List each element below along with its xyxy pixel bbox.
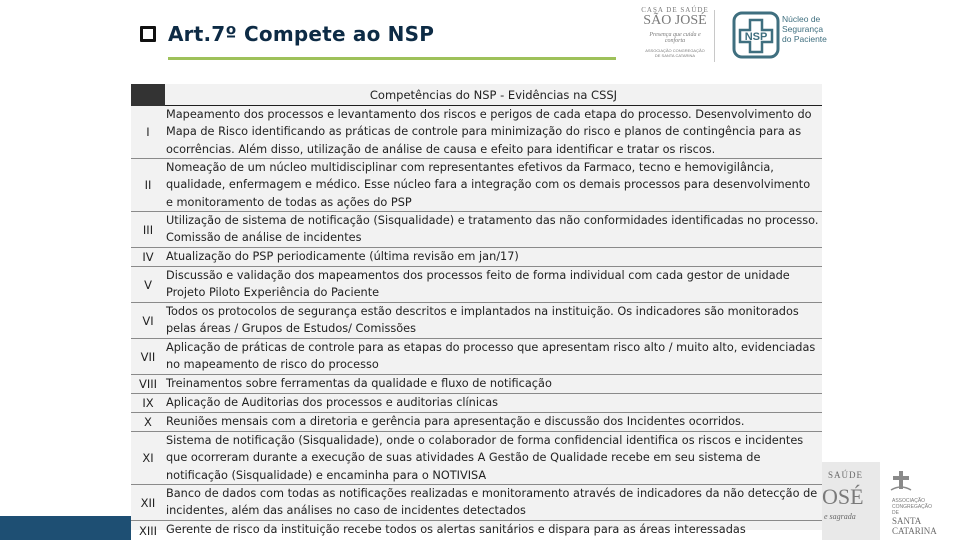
- sao-jose-logo-footer-line2: DE SANTA CATARINA: [654, 53, 696, 58]
- row-text: Treinamentos sobre ferramentas da qualidade e fluxo de notificação: [166, 377, 552, 390]
- footer-assoc-line3: DE: [892, 510, 899, 516]
- table-row: [131, 248, 822, 267]
- sao-jose-logo-footer: [640, 48, 710, 58]
- row-number: VII: [140, 349, 156, 364]
- nsp-cross-icon: [732, 10, 780, 60]
- page-title: [140, 17, 434, 51]
- page-title-text: Art.7º Compete ao NSP: [168, 22, 435, 46]
- table-row: [131, 375, 822, 394]
- svg-text:NSP: NSP: [744, 31, 768, 43]
- sao-jose-logo-line2: SÃO JOSÉ: [643, 13, 707, 28]
- row-text: Todos os protocolos de segurança estão descritos e implantados na instituição. Os indicadores são monitorados pelas áreas / Grupos de Estudos/ Comissões: [166, 305, 799, 336]
- table-row: [131, 106, 822, 159]
- table-header-text: Competências do NSP - Evidências na CSSJ: [369, 88, 618, 102]
- table-row: [131, 339, 822, 375]
- row-number: III: [142, 222, 154, 237]
- footer-sj-line2: OSÉ: [822, 484, 864, 509]
- row-text: Banco de dados com todas as notificações realizadas e monitoramento através de indicadores da não detecção de incidentes, além das análises no caso de incidentes detectados: [166, 487, 818, 518]
- footer-assoc-line5: CATARINA: [892, 526, 937, 536]
- table-row: [131, 521, 822, 540]
- sao-jose-logo-footer-line1: ASSOCIAÇÃO CONGREGAÇÃO: [645, 48, 705, 53]
- row-number: II: [144, 178, 152, 192]
- footer-association-logo: [892, 472, 937, 536]
- row-text: Utilização de sistema de notificação (Sisqualidade) e tratamento das não conformidades identificadas no processo. Comissão de análise de incidentes: [166, 214, 819, 245]
- footer-sj-line3: e sagrada: [824, 512, 856, 521]
- bottom-accent-bar: [0, 516, 131, 540]
- table-row: [131, 303, 822, 339]
- row-number: IX: [142, 396, 154, 410]
- table-header-corner: [131, 84, 165, 106]
- row-number: VIII: [138, 377, 158, 391]
- row-text: Aplicação de práticas de controle para as etapas do processo que apresentam risco alto / muito alto, evidenciadas no mapeamento de risco do processo: [166, 341, 816, 372]
- sao-jose-logo-tagline: Presença que cuida e conforta: [649, 32, 701, 44]
- table-body: [131, 106, 822, 540]
- checkbox-icon: [140, 26, 156, 42]
- nsp-logo-line2: Segurança: [782, 24, 824, 34]
- row-number: I: [146, 125, 150, 139]
- table-row: [131, 267, 822, 303]
- competencies-table: [131, 84, 822, 538]
- row-number: XII: [140, 495, 156, 510]
- footer-sao-jose-logo: [822, 462, 880, 540]
- nsp-logo-line1: Núcleo de: [782, 14, 821, 24]
- table-row: [131, 413, 822, 432]
- nsp-logo-line3: do Paciente: [782, 34, 827, 44]
- row-number: X: [144, 415, 152, 429]
- table-row: [131, 485, 822, 521]
- footer-assoc-line1: ASSOCIAÇÃO: [892, 498, 926, 504]
- row-text: Aplicação de Auditorias dos processos e auditorias clínicas: [166, 396, 499, 409]
- footer-assoc-small: [892, 498, 937, 516]
- table-row: [131, 159, 822, 212]
- row-text: Sistema de notificação (Sisqualidade), onde o colaborador de forma confidencial identifica os riscos e incidentes que ocorreram durante a execução de suas atividades A Gestão de Qualidade recebe em seu sistema de notificação (Sisqualidade) e encaminha para o NOTIVISA: [166, 434, 804, 482]
- row-text: Reuniões mensais com a diretoria e gerência para apresentação e discussão dos Incidentes ocorridos.: [166, 415, 745, 428]
- nsp-logo-text: [782, 14, 827, 44]
- row-text: Atualização do PSP periodicamente (última revisão em jan/17): [166, 250, 519, 263]
- row-text: Nomeação de um núcleo multidisciplinar com representantes efetivos da Farmaco, tecno e hemovigilância, qualidade, enfermagem e médico. Esse núcleo fara a integração com os demais processos para desenvolvimento e monitoramento de todas as ações do PSP: [166, 161, 811, 209]
- table-row: [131, 212, 822, 248]
- row-number: XI: [142, 451, 154, 465]
- title-underline: [168, 57, 616, 60]
- sao-jose-logo-line1: CASA DE SAÚDE: [641, 6, 709, 14]
- row-number: V: [144, 277, 152, 292]
- table-row: [131, 394, 822, 413]
- row-number: VI: [142, 313, 154, 328]
- sao-jose-logo: [640, 6, 710, 66]
- footer-assoc-line2: CONGREGAÇÃO: [892, 504, 933, 510]
- row-number: XIII: [138, 523, 158, 538]
- row-text: Gerente de risco da instituição recebe todos os alertas sanitários e dispara para as áreas interessadas: [166, 523, 746, 536]
- footer-logos: [822, 462, 960, 540]
- row-text: Discussão e validação dos mapeamentos dos processos feito de forma individual com cada gestor de unidade Projeto Piloto Experiência do Paciente: [166, 269, 790, 300]
- table-header: [131, 84, 822, 106]
- table-row: [131, 432, 822, 485]
- row-number: IV: [142, 250, 154, 264]
- logo-divider: [714, 10, 715, 62]
- row-text: Mapeamento dos processos e levantamento dos riscos e perigos de cada etapa do processo. Desenvolvimento do Mapa de Risco identificando as práticas de controle para minimização do risco e planos de contingência para as ocorrências. Além disso, utilização de análise de causa e efeito para identificar e tratar os riscos.: [166, 108, 812, 156]
- footer-sj-line1: SAÚDE: [828, 470, 864, 480]
- footer-assoc-line4: SANTA: [892, 516, 922, 526]
